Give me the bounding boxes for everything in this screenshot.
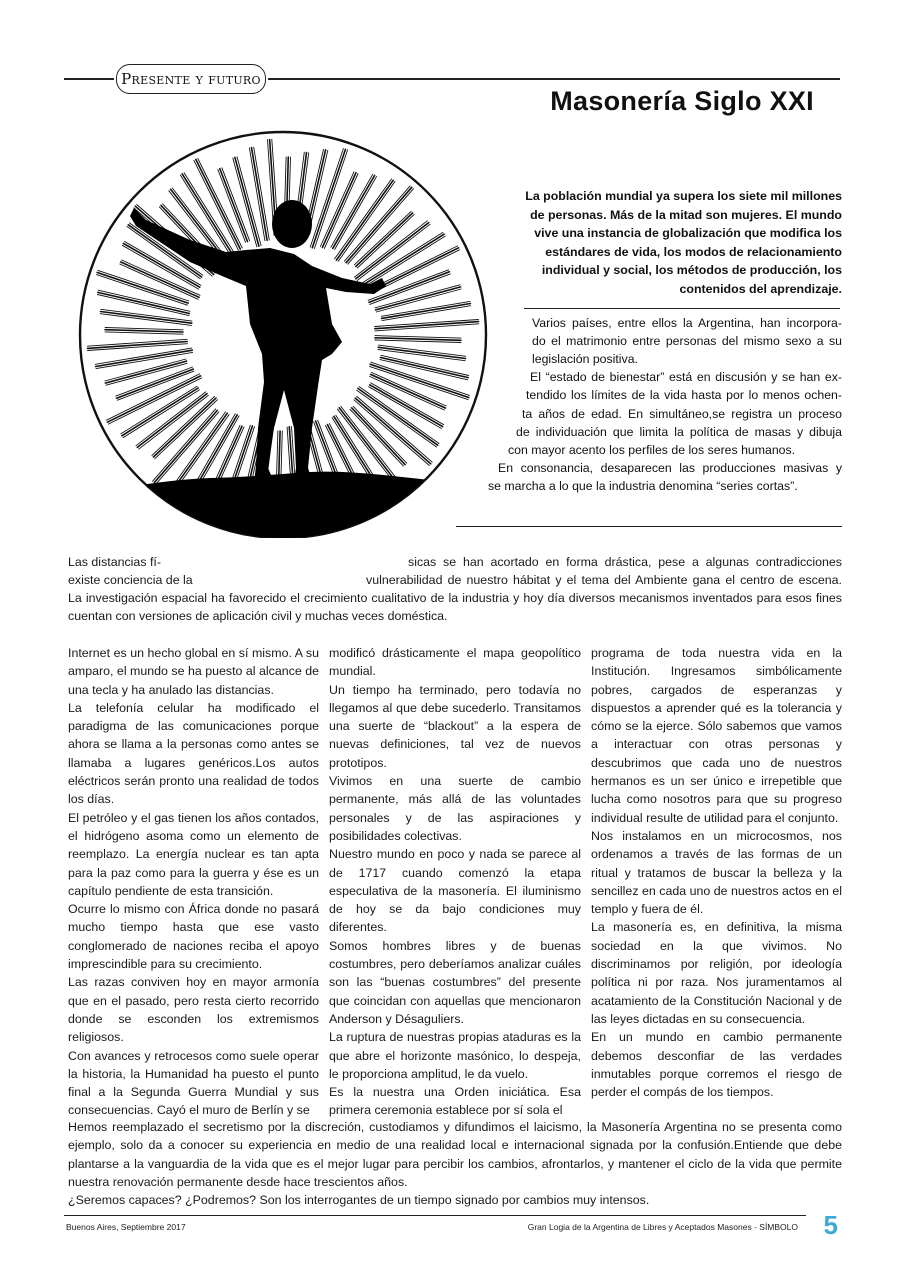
lead-line: de personas. Más de la mitad son mujeres. El mundo [530, 207, 842, 222]
intro-line: legislación positiva. [532, 352, 638, 367]
footer-rule [64, 1215, 806, 1216]
header-rule-right [268, 78, 840, 80]
header-rule-left [64, 78, 114, 80]
intro-rule [456, 526, 842, 527]
column-paragraph: modificó drásticamente el mapa geopolítico mundial. [329, 646, 581, 679]
column-paragraph: Vivimos en una suerte de cambio permanente, más allá de las voluntades personales y de las aspiraciones y posibilidades colectivas. [329, 774, 581, 843]
column-paragraph: Nuestro mundo en poco y nada se parece al de 1717 cuando comenzó la etapa especulativa de la masonería. El iluminismo de hoy se da bajo condiciones muy diferentes. [329, 847, 581, 935]
intro-line: En consonancia, desaparecen las producciones masivas y [498, 460, 842, 475]
column-paragraph: Somos hombres libres y de buenas costumbres, pero deberíamos analizar cuáles son las “buenas costumbres” del presente que coincidan con aquellas que mencionaron Anderson y Désaguliers. [329, 938, 581, 1026]
wide-line-2-left: existe conciencia de la [68, 573, 193, 587]
footer-date: Buenos Aires, Septiembre 2017 [66, 1222, 186, 1232]
intro-line: con mayor acento los perfiles de los seres humanos. [508, 442, 796, 457]
column-paragraph: Nos instalamos en un microcosmos, nos ordenamos a través de las formas de un ritual y tratamos de buscar la belleza y la sencillez en cada uno de nuestros actos en el templo y fuera de él. [591, 828, 842, 917]
column-3 [591, 644, 842, 1101]
lead-line: La población mundial ya supera los siete mil millones [525, 189, 842, 203]
intro-line: se marcha a lo que la industria denomina “series cortas”. [488, 478, 798, 493]
wide-line-1-right: sicas se han acortado en forma drástica, pese a algunas contradicciones [408, 555, 842, 569]
lead-line: contenidos del aprendizaje. [679, 282, 842, 296]
column-paragraph: Las razas conviven hoy en mayor armonía que en el pasado, pero resta cierto recorrido donde se esconden los extremismos religiosos. [68, 975, 319, 1045]
lead-line: vive una instancia de globalización que modifica los [534, 226, 842, 241]
column-paragraph: Es la nuestra una Orden iniciática. Esa primera ceremonia establece por sí sola el [329, 1085, 581, 1118]
column-paragraph: Un tiempo ha terminado, pero todavía no llegamos al que debe sucederlo. Transitamos una suerte de “blackout” a la espera de nuevas definiciones, tal vez de nuevos prototipos. [329, 682, 581, 770]
column-paragraph: El petróleo y el gas tienen los años contados, el hidrógeno asoma como un elemento de reemplazo. La energía nuclear es tan apta para la paz como para la guerra y ése es un capítulo pendiente de esta transición. [68, 810, 319, 898]
lead-line: estándares de vida, los modos de relacionamiento [545, 244, 842, 259]
column-paragraph: Internet es un hecho global en sí mismo. A su amparo, el mundo se ha puesto al alcance de una tecla y ha anulado las distancias. [68, 646, 319, 697]
closing-question: ¿Seremos capaces? ¿Podremos? Son los interrogantes de un tiempo signado por cambios muy intensos. [68, 1193, 650, 1207]
wide-line-2-right: vulnerabilidad de nuestro hábitat y el tema del Ambiente gana el centro de escena. [366, 573, 842, 587]
column-paragraph: Ocurre lo mismo con África donde no pasará mucho tiempo hasta que ese vasto conglomerado de naciones reciba el apoyo imprescindible para su crecimiento. [68, 902, 319, 972]
intro-line: El “estado de bienestar” está en discusión y se han ex- [530, 370, 842, 385]
column-paragraph: La telefonía celular ha modificado el paradigma de las comunicaciones porque ahora se llama a la personas como antes se llamaba a lugares genéricos.Los autos eléctricos serán pronto una realidad de todos los días. [68, 700, 319, 807]
intro-line: de individuación que limita la política de masas y dibuja [516, 424, 842, 439]
closing-paragraph: Hemos reemplazado el secretismo por la discreción, custodiamos y difundimos el laicismo, la Masonería Argentina no se presenta como ejemplo, solo da a conocer su experiencia en medio de una realidad local e internacional signada por la confusión.Entiende que debe plantarse a la vanguardia de la vida que es el mejor lugar para percibir los cambios, afrontarlos, y mantener el ciclo de la vida que permite nuestra renovación permanente desde hace trescientos años. [68, 1120, 842, 1189]
lead-line: individual y social, los métodos de producción, los [541, 263, 842, 278]
intro-line: tendido los límites de la vida hasta por lo menos ochen- [526, 388, 842, 403]
page-number: 5 [823, 1210, 838, 1240]
wide-line-1-left: Las distancias fí- [68, 555, 161, 569]
column-paragraph: En un mundo en cambio permanente debemos desconfiar de las verdades inmutables porque corremos el riesgo de perder el compás de los tiempos. [591, 1030, 842, 1100]
column-1 [68, 644, 319, 1120]
intro-line: ta años de edad. En simultáneo,se registra un proceso [522, 406, 842, 421]
page-title: Masonería Siglo XXI [550, 86, 814, 116]
column-paragraph: Con avances y retrocesos como suele operar la historia, la Humanidad ha puesto el punto final a la Segunda Guerra Mundial y sus consecuencias. Cayó el muro de Berlín y se [68, 1048, 319, 1118]
section-tag: Presente y futuro [116, 64, 266, 94]
column-paragraph: La masonería es, en definitiva, la misma sociedad en la que vivimos. No discriminamos por religión, por ideología política ni por raza. Nos juramentamos al acatamiento de la Constitución Nacional y de las leyes dictadas en su consecuencia. [591, 920, 842, 1026]
intro-line: do el matrimonio entre personas del mismo sexo a su [532, 334, 842, 349]
intro-line: Varios países, entre ellos la Argentina, han incorpora- [532, 316, 842, 330]
wide-paragraph-rest: La investigación espacial ha favorecido el crecimiento cualitativo de la industria y hoy día diversos mecanismos inventados para esos fines cuentan con versiones de aplicación civil y muchas veces doméstica. [68, 591, 842, 624]
lead-rule [524, 308, 840, 309]
column-paragraph: programa de toda nuestra vida en la Institución. Ingresamos simbólicamente pobres, cargados de esperanzas y dispuestos a aprender qué es la tolerancia y cómo se la ejerce. Sólo sabemos que vamos a interactuar con otras personas y descubrimos que cada uno de nuestros hermanos es un ser único e irrepetible que lucha como nosotros para que su progreso individual resulte de utilidad para el conjunto. [591, 646, 842, 825]
column-paragraph: La ruptura de nuestras propias ataduras es la que abre el horizonte masónico, lo despeja, le proporciona amplitud, le da vuelo. [329, 1030, 581, 1081]
sunburst-figure-illustration [50, 128, 530, 538]
footer-publication: Gran Logia de la Argentina de Libres y Aceptados Masones - SÍMBOLO [527, 1222, 798, 1232]
column-2 [329, 644, 581, 1120]
